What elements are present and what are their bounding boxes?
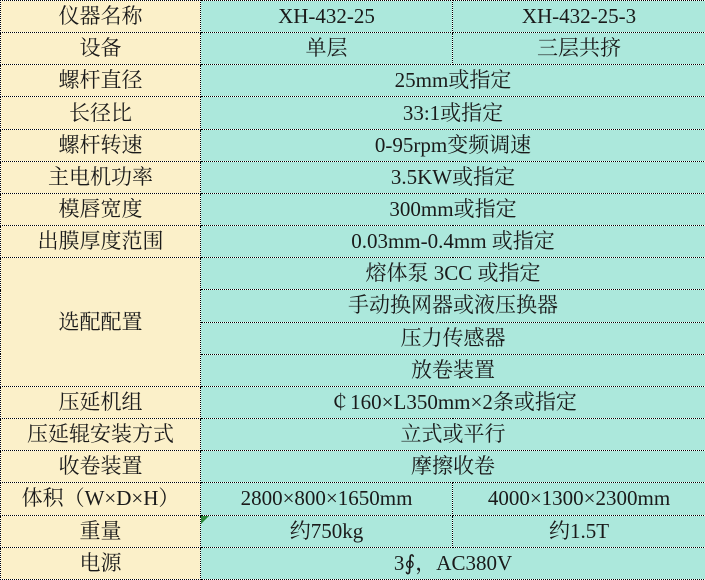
table-row-calender-unit xyxy=(1,386,705,418)
row-label-screw-diameter: 螺杆直径 xyxy=(1,65,201,97)
cell-winding-device: 摩擦收卷 xyxy=(201,451,705,483)
cell-weight-single-layer-text: 约750kg xyxy=(289,518,364,543)
row-label-volume: 体积（W×D×H） xyxy=(1,483,201,515)
table-row-optional-config-1 xyxy=(1,258,705,290)
cell-weight-three-layer: 约1.5T xyxy=(453,515,705,547)
cell-calender-unit: ￠160×L350mm×2条或指定 xyxy=(201,386,705,418)
cell-volume-single-layer: 2800×800×1650mm xyxy=(201,483,453,515)
table-row-equipment-type xyxy=(1,33,705,65)
cell-screw-speed: 0-95rpm变频调速 xyxy=(201,129,705,161)
table-row-instrument-name xyxy=(1,1,705,33)
cell-film-thickness-range: 0.03mm-0.4mm 或指定 xyxy=(201,226,705,258)
row-label-weight: 重量 xyxy=(1,515,201,547)
table-row-power-supply xyxy=(1,547,705,579)
cell-optional-unwinding-device: 放卷装置 xyxy=(201,354,705,386)
row-label-optional-config: 选配配置 xyxy=(1,258,201,387)
row-label-power-supply: 电源 xyxy=(1,547,201,579)
cell-equipment-three-layer: 三层共挤 xyxy=(453,33,705,65)
cell-model-single-layer: XH-432-25 xyxy=(201,1,453,33)
cell-model-three-layer: XH-432-25-3 xyxy=(453,1,705,33)
table-row-screw-diameter xyxy=(1,65,705,97)
table-row-weight xyxy=(1,515,705,547)
cell-power-supply: 3∮，AC380V xyxy=(201,547,705,579)
row-label-winding-device: 收卷装置 xyxy=(1,451,201,483)
cell-corner-indicator-icon xyxy=(201,516,209,524)
row-label-film-thickness-range: 出膜厚度范围 xyxy=(1,226,201,258)
row-label-roll-mounting: 压延辊安装方式 xyxy=(1,419,201,451)
table-row-winding-device xyxy=(1,451,705,483)
cell-screw-diameter: 25mm或指定 xyxy=(201,65,705,97)
row-label-ld-ratio: 长径比 xyxy=(1,97,201,129)
cell-equipment-single-layer: 单层 xyxy=(201,33,453,65)
cell-optional-melt-pump: 熔体泵 3CC 或指定 xyxy=(201,258,705,290)
table-row-volume xyxy=(1,483,705,515)
row-label-die-lip-width: 模唇宽度 xyxy=(1,193,201,225)
table-row-film-thickness-range xyxy=(1,226,705,258)
row-label-motor-power: 主电机功率 xyxy=(1,161,201,193)
row-label-calender-unit: 压延机组 xyxy=(1,386,201,418)
cell-optional-screen-changer: 手动换网器或液压换器 xyxy=(201,290,705,322)
cell-motor-power: 3.5KW或指定 xyxy=(201,161,705,193)
cell-volume-three-layer: 4000×1300×2300mm xyxy=(453,483,705,515)
cell-optional-pressure-sensor: 压力传感器 xyxy=(201,322,705,354)
cell-weight-single-layer xyxy=(201,515,453,547)
cell-die-lip-width: 300mm或指定 xyxy=(201,193,705,225)
table-row-screw-speed xyxy=(1,129,705,161)
table-row-ld-ratio xyxy=(1,97,705,129)
row-label-screw-speed: 螺杆转速 xyxy=(1,129,201,161)
row-label-instrument-name: 仪器名称 xyxy=(1,1,201,33)
table-row-die-lip-width xyxy=(1,193,705,225)
row-label-equipment-type: 设备 xyxy=(1,33,201,65)
cell-ld-ratio: 33:1或指定 xyxy=(201,97,705,129)
table-row-roll-mounting xyxy=(1,419,705,451)
cell-roll-mounting: 立式或平行 xyxy=(201,419,705,451)
table-row-motor-power xyxy=(1,161,705,193)
